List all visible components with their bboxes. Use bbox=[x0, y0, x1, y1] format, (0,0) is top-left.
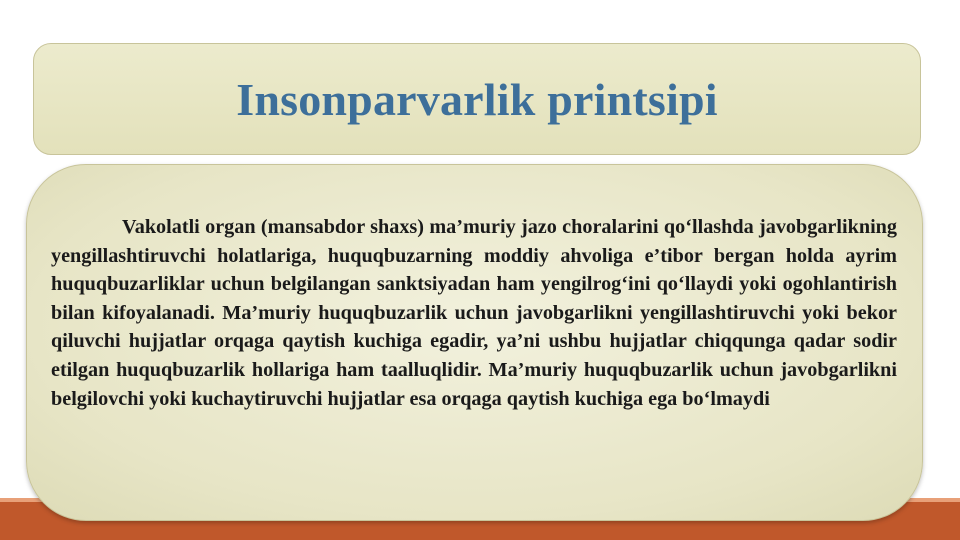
content-box bbox=[26, 164, 923, 521]
body-paragraph: Vakolatli organ (mansabdor shaxs) ma’muriy jazo choralarini qo‘llashda javobgarlikning yengillashtiruvchi holatlariga, huquqbuzarning moddiy ahvoliga e’tibor bergan holda ayrim huquqbuzarliklar uchun belgilangan sanktsiyadan ham yengilrog‘ini qo‘llaydi yoki ogohlantirish bilan kifoyalanadi. Ma’muriy huquqbuzarlik uchun javobgarlikni yengillashtiruvchi yoki bekor qiluvchi hujjatlar orqaga qaytish kuchiga egadir, ya’ni ushbu hujjatlar chiqqunga qadar sodir etilgan huquqbuzarlik hollariga ham taalluqlidir. Ma’muriy huquqbuzarlik uchun javobgarlikni belgilovchi yoki kuchaytiruvchi hujjatlar esa orqaga qaytish kuchiga ega bo‘lmaydi bbox=[51, 216, 897, 410]
title-box bbox=[33, 43, 921, 155]
slide-title: Insonparvarlik printsipi bbox=[236, 73, 718, 125]
